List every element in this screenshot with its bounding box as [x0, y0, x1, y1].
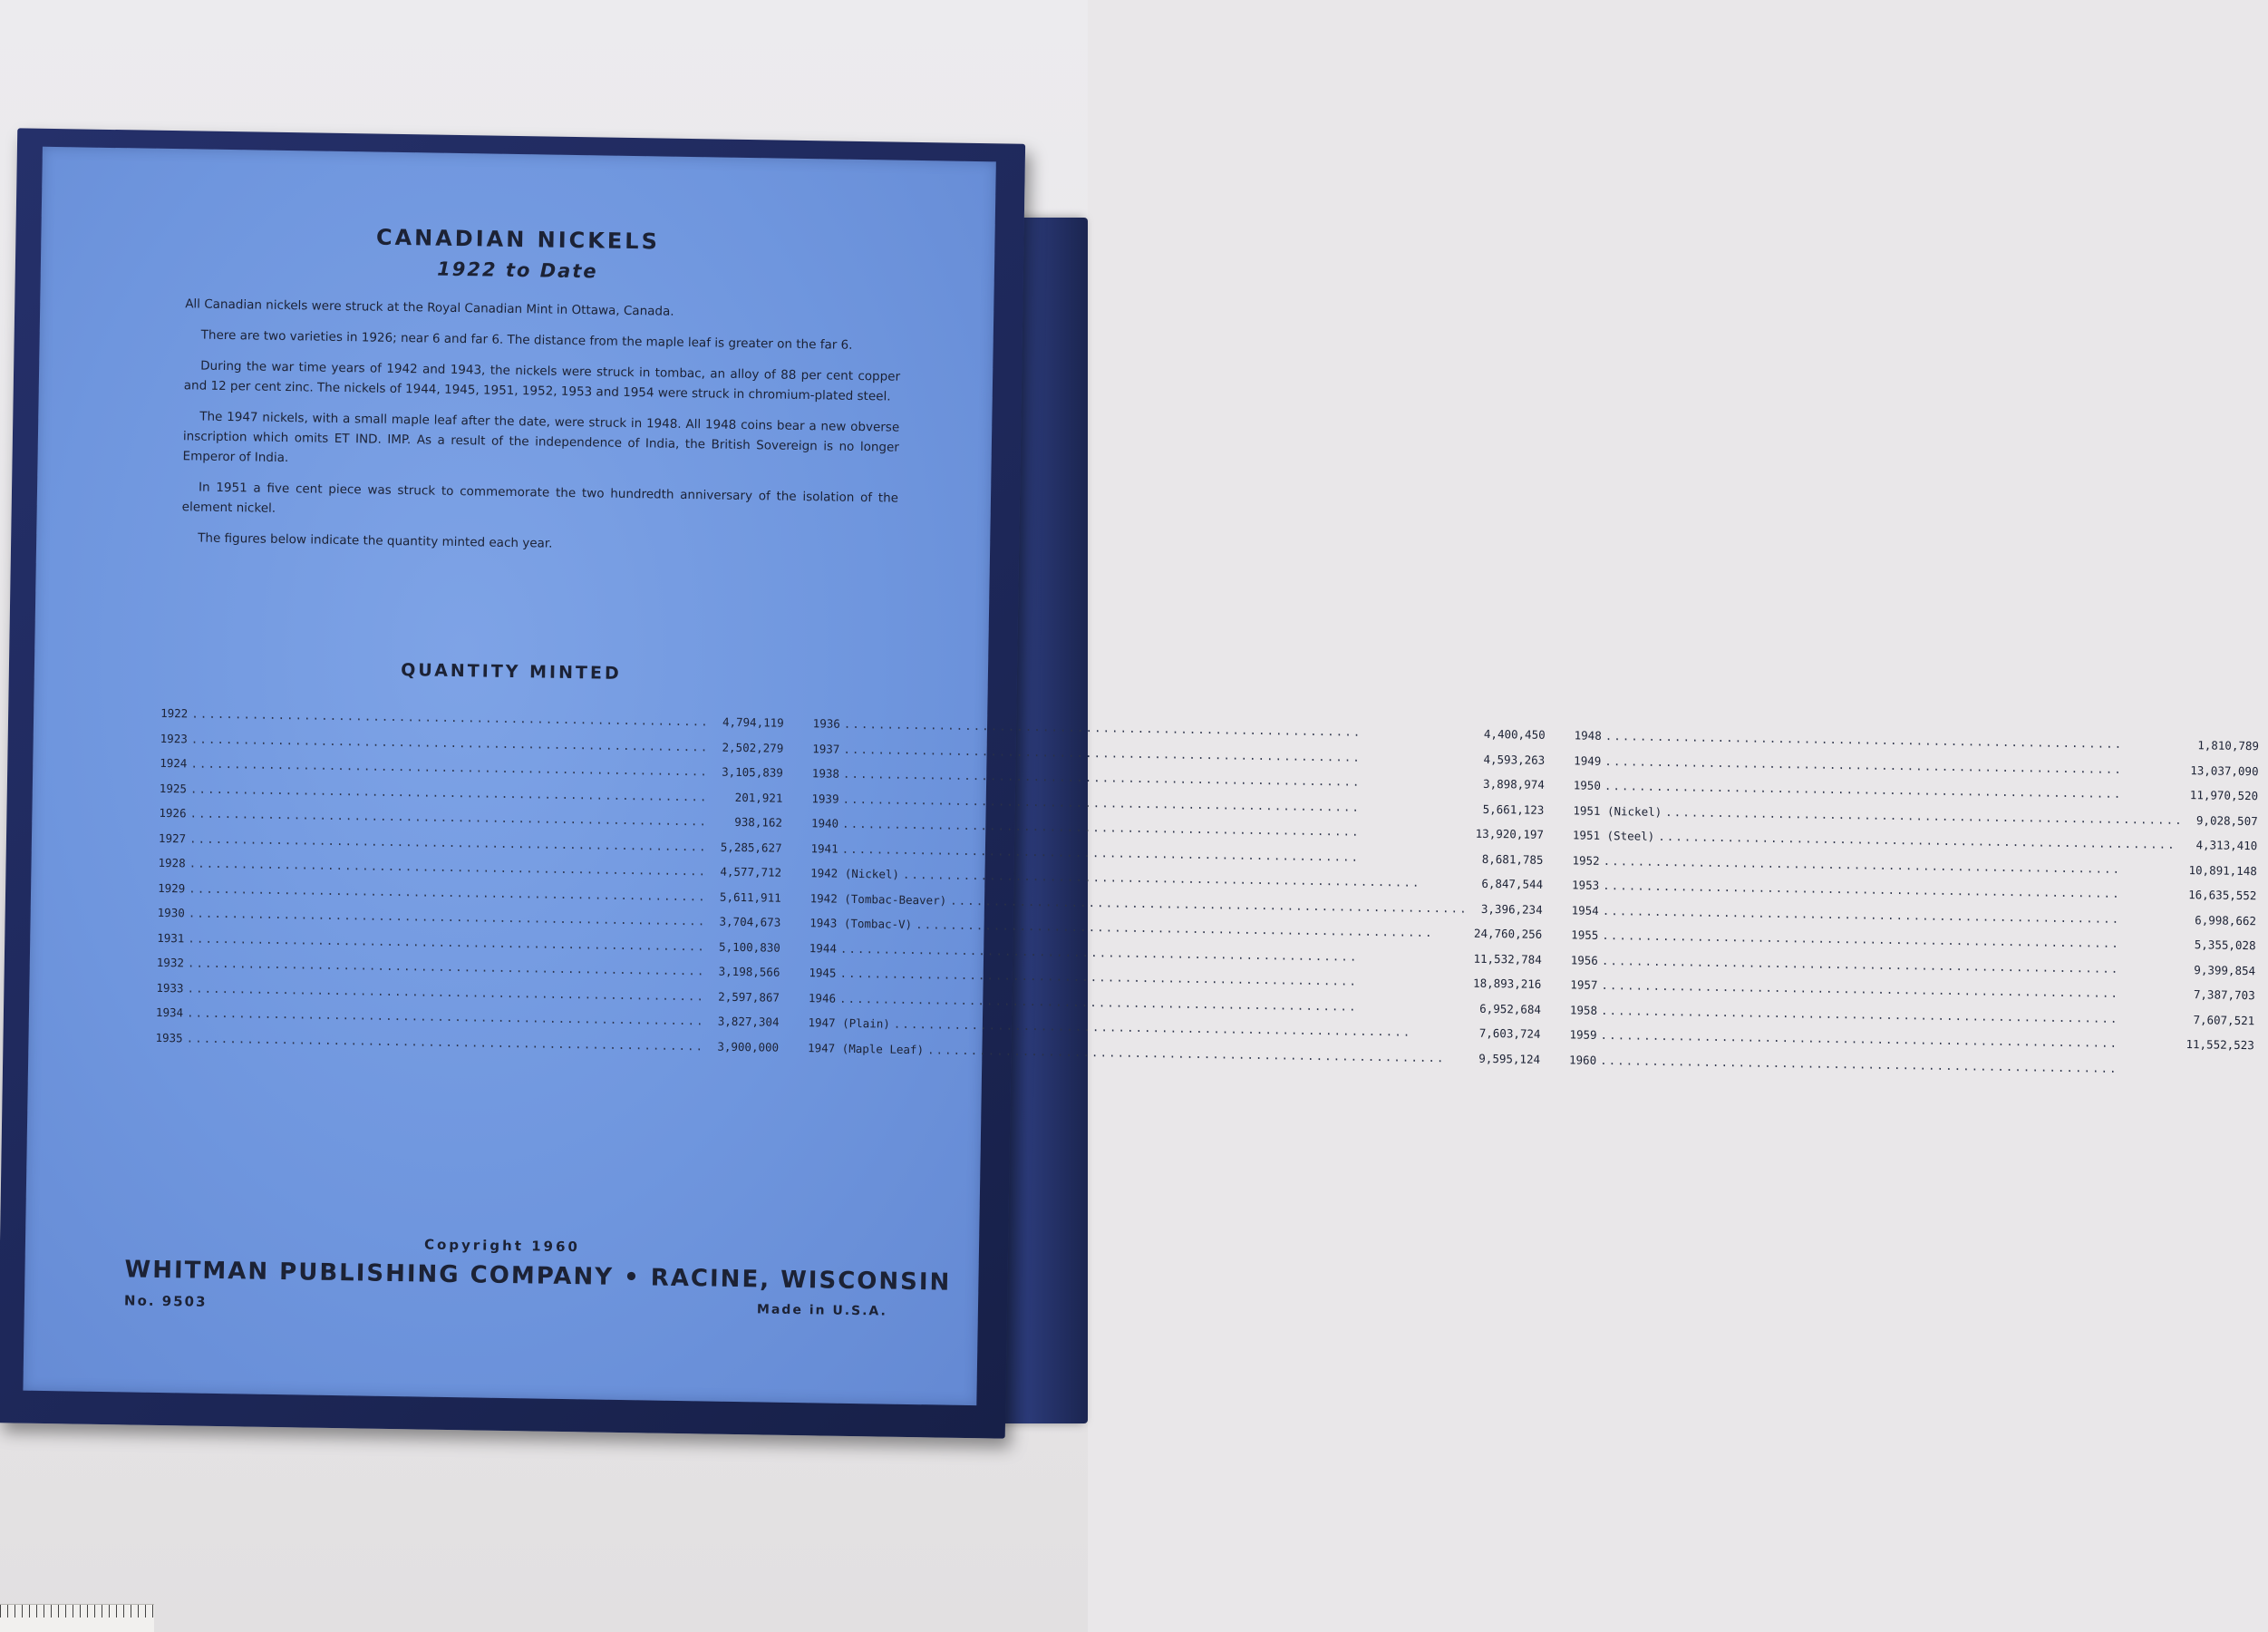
leader-dots: ............................................................ [841, 816, 1361, 839]
mintage-quantity: 11,552,523 [2186, 1037, 2254, 1053]
mintage-quantity: 3,898,974 [1482, 776, 1545, 792]
mintage-year: 1959 [1569, 1027, 1597, 1042]
leader-dots: ............................................................ [902, 867, 1421, 889]
quantity-minted-heading: QUANTITY MINTED [400, 660, 622, 684]
mintage-year: 1941 [810, 840, 838, 856]
leader-dots: ............................................................ [841, 841, 1361, 864]
mintage-quantity: 11,970,520 [2189, 788, 2259, 803]
mintage-quantity: 5,611,911 [719, 889, 781, 905]
mintage-quantity: 4,313,410 [2195, 838, 2258, 853]
mintage-quantity: 13,037,090 [2190, 763, 2259, 778]
leader-dots: ............................................................ [1600, 1003, 2119, 1025]
mintage-year: 1960 [1568, 1052, 1597, 1067]
mintage-quantity: 2,502,279 [722, 740, 784, 755]
leader-dots: ............................................................ [1603, 853, 2122, 876]
intro-paragraph: There are two varieties in 1926; near 6 and far 6. The distance from the maple leaf is greater on the far 6. [200, 327, 853, 353]
publisher-line: WHITMAN PUBLISHING COMPANY • RACINE, WISCONSIN [124, 1256, 952, 1297]
mintage-year: 1928 [158, 855, 186, 870]
mintage-year: 1925 [159, 781, 188, 795]
mintage-year: 1952 [1572, 852, 1600, 868]
mintage-year: 1939 [811, 791, 839, 806]
mintage-quantity: 201,921 [734, 790, 783, 805]
leader-dots: ............................................................ [1665, 804, 2184, 827]
mintage-quantity: 4,400,450 [1483, 726, 1546, 742]
mintage-quantity: 3,396,234 [1480, 901, 1543, 917]
leader-dots: ............................................................ [1600, 1053, 2118, 1075]
mintage-year: 1948 [1574, 728, 1602, 743]
mintage-year: 1946 [808, 990, 837, 1005]
leader-dots: ............................................................ [190, 756, 710, 779]
mintage-year: 1955 [1571, 928, 1599, 942]
mintage-year: 1940 [810, 816, 839, 831]
mintage-quantity: 8,681,785 [1481, 851, 1544, 867]
mintage-year: 1953 [1571, 878, 1600, 892]
mintage-year: 1956 [1570, 952, 1599, 967]
leader-dots: ............................................................ [1601, 953, 2120, 976]
leader-dots: ............................................................ [839, 941, 1359, 964]
mintage-column [155, 706, 784, 1065]
mintage-year: 1954 [1571, 902, 1599, 918]
mintage-quantity: 4,593,263 [1483, 752, 1546, 767]
mintage-quantity: 6,952,684 [1479, 1001, 1542, 1016]
mintage-year: 1947 (Plain) [808, 1015, 890, 1031]
mintage-column [1569, 728, 2259, 1088]
leader-dots: ............................................................ [188, 930, 706, 953]
mintage-column [808, 716, 1546, 1077]
mintage-year: 1950 [1573, 778, 1602, 792]
leader-dots: ............................................................ [842, 792, 1362, 814]
mintage-year: 1935 [155, 1030, 183, 1044]
mintage-year: 1951 (Nickel) [1573, 802, 1662, 819]
mintage-year: 1938 [811, 766, 840, 781]
mintage-quantity: 4,577,712 [720, 864, 782, 879]
mintage-quantity: 7,387,703 [2193, 987, 2255, 1003]
mintage-quantity: 7,603,724 [1478, 1025, 1541, 1041]
intro-paragraph: During the war time years of 1942 and 1943, the nickels were struck in tombac, an alloy of 88 per cent copper and 12 per cent zinc. The nickels of 1944, 1945, 1951, 1952, 1953 and 1954 were struck in chromium-plated steel. [183, 358, 901, 404]
intro-text [181, 294, 901, 569]
leader-dots: ............................................................ [1604, 778, 2123, 801]
mintage-year: 1944 [809, 940, 838, 956]
mintage-year: 1929 [158, 880, 186, 895]
leader-dots: ............................................................ [926, 1042, 1446, 1064]
leader-dots: ............................................................ [187, 956, 706, 978]
leader-dots: ............................................................ [838, 991, 1358, 1014]
mintage-quantity: 10,891,148 [2188, 862, 2257, 878]
mintage-year: 1933 [156, 980, 184, 995]
mintage-year: 1951 (Steel) [1572, 828, 1655, 843]
mintage-quantity: 3,704,673 [719, 914, 781, 929]
mintage-quantity: 6,998,662 [2195, 912, 2257, 928]
leader-dots: ............................................................ [916, 918, 1434, 940]
mintage-year: 1926 [159, 805, 187, 821]
leader-dots: ............................................................ [187, 980, 706, 1003]
leader-dots: ............................................................ [1600, 1027, 2119, 1050]
mintage-quantity: 5,355,028 [2194, 937, 2256, 953]
mintage-table [155, 705, 2260, 1075]
back-cover-paper [23, 147, 2260, 1405]
mintage-quantity: 3,827,304 [717, 1014, 780, 1029]
mintage-quantity: 11,532,784 [1473, 951, 1542, 967]
mintage-year: 1924 [160, 755, 188, 771]
ruler [0, 1604, 154, 1632]
leader-dots: ............................................................ [1601, 977, 2120, 1000]
mintage-quantity: 4,794,119 [722, 714, 784, 730]
intro-paragraph: The 1947 nickels, with a small maple leaf after the date, were struck in 1948. All 1948 coins bear a new obverse inscription which omits ET IND. IMP. As a result of the independence of India, the British Sovereign is no longer Emperor of India. [182, 409, 900, 466]
leader-dots: ............................................................ [1602, 903, 2121, 926]
mintage-quantity: 24,760,256 [1473, 926, 1543, 941]
mintage-quantity: 16,635,552 [2188, 888, 2257, 903]
leader-dots: ............................................................ [188, 906, 707, 928]
mintage-quantity: 3,198,566 [718, 964, 780, 979]
leader-dots: ............................................................ [186, 1030, 705, 1053]
mintage-quantity: 938,162 [734, 814, 783, 830]
mintage-quantity: 9,028,507 [2195, 812, 2258, 828]
leader-dots: ............................................................ [893, 1016, 1412, 1039]
mintage-year: 1927 [158, 831, 187, 845]
mintage-year: 1945 [809, 966, 837, 980]
mintage-year: 1958 [1569, 1002, 1598, 1017]
mintage-year: 1943 (Tombac-V) [809, 916, 913, 931]
leader-dots: ............................................................ [189, 880, 707, 903]
leader-dots: ............................................................ [1604, 728, 2124, 751]
mintage-year: 1942 (Nickel) [810, 866, 900, 881]
mintage-year: 1942 (Tombac-Beaver) [809, 890, 947, 908]
mintage-year: 1930 [157, 905, 185, 920]
mintage-quantity [2183, 1073, 2253, 1074]
catalog-number: No. 9503 [123, 1292, 208, 1310]
intro-paragraph: All Canadian nickels were struck at the Royal Canadian Mint in Ottawa, Canada. [185, 296, 674, 319]
made-in-label: Made in U.S.A. [756, 1302, 888, 1319]
mintage-year: 1936 [812, 716, 840, 731]
mintage-quantity: 13,920,197 [1475, 826, 1545, 841]
leader-dots: ............................................................ [189, 781, 709, 803]
mintage-quantity: 3,900,000 [717, 1039, 780, 1054]
leader-dots: ............................................................ [950, 893, 1468, 916]
copyright-line: Copyright 1960 [423, 1236, 581, 1256]
mintage-quantity: 18,893,216 [1473, 976, 1542, 991]
mintage-quantity: 5,285,627 [720, 840, 782, 855]
leader-dots: ............................................................ [191, 706, 710, 729]
leader-dots: ............................................................ [186, 1005, 705, 1028]
mintage-year: 1932 [156, 955, 185, 970]
mintage-year: 1957 [1570, 977, 1598, 992]
mintage-year: 1949 [1574, 753, 1602, 768]
mintage-year: 1947 (Maple Leaf) [808, 1040, 925, 1056]
leader-dots: ............................................................ [190, 731, 710, 753]
mintage-quantity: 9,399,854 [2194, 962, 2256, 977]
leader-dots: ............................................................ [189, 806, 709, 829]
mintage-year: 1922 [160, 705, 189, 721]
mintage-year: 1934 [155, 1005, 184, 1020]
mintage-quantity: 7,607,521 [2193, 1012, 2255, 1027]
mintage-year: 1923 [160, 731, 188, 745]
leader-dots: ............................................................ [189, 856, 708, 879]
mintage-quantity: 6,847,544 [1481, 876, 1544, 891]
mintage-quantity: 5,661,123 [1482, 801, 1545, 817]
intro-paragraph: The figures below indicate the quantity minted each year. [198, 530, 553, 551]
leader-dots: ............................................................ [843, 742, 1362, 764]
leader-dots: ............................................................ [843, 716, 1362, 739]
book-cover [0, 128, 2260, 1438]
leader-dots: ............................................................ [189, 831, 708, 853]
leader-dots: ............................................................ [1603, 878, 2121, 900]
mintage-quantity: 5,100,830 [719, 939, 780, 955]
mintage-quantity: 2,597,867 [718, 989, 780, 1005]
leader-dots: ............................................................ [1604, 753, 2123, 776]
leader-dots: ............................................................ [839, 966, 1359, 988]
mintage-quantity: 3,105,839 [722, 764, 783, 780]
mintage-year: 1931 [157, 930, 185, 945]
page-subtitle: 1922 to Date [436, 257, 598, 283]
mintage-quantity: 9,595,124 [1478, 1051, 1541, 1066]
leader-dots: ............................................................ [1602, 928, 2120, 950]
leader-dots: ............................................................ [1658, 829, 2176, 851]
mintage-year: 1937 [812, 741, 840, 756]
leader-dots: ............................................................ [842, 766, 1362, 789]
mintage-quantity: 1,810,789 [2197, 738, 2260, 753]
intro-paragraph: In 1951 a five cent piece was struck to commemorate the two hundredth anniversary of the isolation of the element nickel. [181, 480, 899, 516]
page-title: CANADIAN NICKELS [375, 224, 661, 255]
